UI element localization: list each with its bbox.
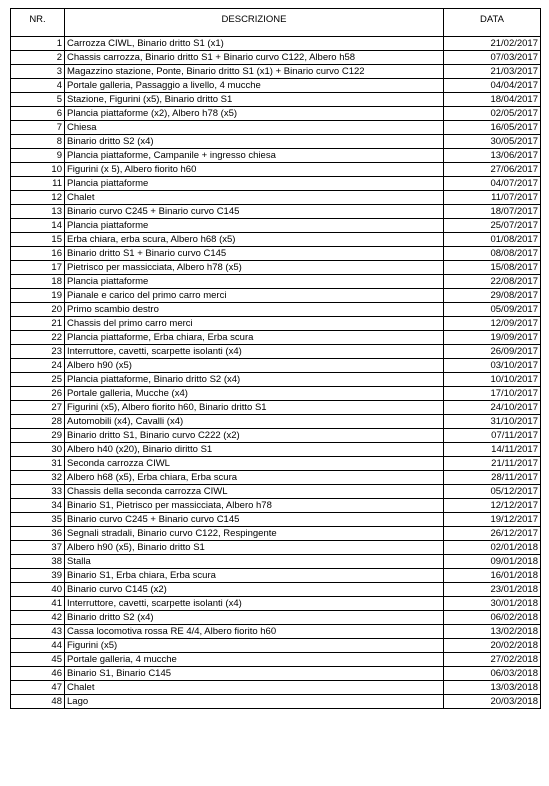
table-row: [11, 541, 541, 555]
table-row: [11, 667, 541, 681]
row-description: Segnali stradali, Binario curvo C122, Respingente: [65, 527, 444, 541]
row-date: 27/06/2017: [444, 163, 541, 177]
table-row: [11, 261, 541, 275]
table-row: [11, 121, 541, 135]
table-row: [11, 555, 541, 569]
table-row: [11, 485, 541, 499]
row-description: Plancia piattaforme (x2), Albero h78 (x5): [65, 107, 444, 121]
row-date: 21/03/2017: [444, 65, 541, 79]
row-date: 09/01/2018: [444, 555, 541, 569]
table-body: [11, 37, 541, 709]
row-description: Chassis carrozza, Binario dritto S1 + Binario curvo C122, Albero h58: [65, 51, 444, 65]
table-row: [11, 597, 541, 611]
table-row: [11, 191, 541, 205]
row-description: Plancia piattaforme, Binario dritto S2 (x4): [65, 373, 444, 387]
table-row: [11, 625, 541, 639]
row-description: Carrozza CIWL, Binario dritto S1 (x1): [65, 37, 444, 51]
row-description: Portale galleria, 4 mucche: [65, 653, 444, 667]
row-number: 39: [11, 569, 65, 583]
row-date: 10/10/2017: [444, 373, 541, 387]
row-date: 02/01/2018: [444, 541, 541, 555]
header-nr: NR.: [11, 9, 65, 37]
row-number: 36: [11, 527, 65, 541]
row-date: 19/09/2017: [444, 331, 541, 345]
row-description: Stazione, Figurini (x5), Binario dritto S1: [65, 93, 444, 107]
row-description: Chassis del primo carro merci: [65, 317, 444, 331]
row-description: Plancia piattaforme, Erba chiara, Erba scura: [65, 331, 444, 345]
row-number: 1: [11, 37, 65, 51]
row-description: Seconda carrozza CIWL: [65, 457, 444, 471]
row-description: Plancia piattaforme, Campanile + ingresso chiesa: [65, 149, 444, 163]
table-row: [11, 79, 541, 93]
row-date: 20/03/2018: [444, 695, 541, 709]
row-description: Automobili (x4), Cavalli (x4): [65, 415, 444, 429]
row-number: 44: [11, 639, 65, 653]
row-date: 06/03/2018: [444, 667, 541, 681]
row-date: 18/04/2017: [444, 93, 541, 107]
row-number: 9: [11, 149, 65, 163]
row-number: 26: [11, 387, 65, 401]
row-date: 07/03/2017: [444, 51, 541, 65]
row-number: 14: [11, 219, 65, 233]
row-number: 48: [11, 695, 65, 709]
row-description: Interruttore, cavetti, scarpette isolanti (x4): [65, 597, 444, 611]
row-number: 16: [11, 247, 65, 261]
row-date: 13/06/2017: [444, 149, 541, 163]
row-number: 8: [11, 135, 65, 149]
table-row: [11, 527, 541, 541]
row-date: 11/07/2017: [444, 191, 541, 205]
table-row: [11, 611, 541, 625]
row-date: 30/05/2017: [444, 135, 541, 149]
row-description: Primo scambio destro: [65, 303, 444, 317]
table-row: [11, 289, 541, 303]
row-number: 37: [11, 541, 65, 555]
row-date: 29/08/2017: [444, 289, 541, 303]
table-row: [11, 247, 541, 261]
header-date: DATA: [444, 9, 541, 37]
row-description: Chalet: [65, 191, 444, 205]
row-description: Albero h40 (x20), Binario diritto S1: [65, 443, 444, 457]
row-description: Portale galleria, Mucche (x4): [65, 387, 444, 401]
row-date: 03/10/2017: [444, 359, 541, 373]
header-description: DESCRIZIONE: [65, 9, 444, 37]
row-date: 06/02/2018: [444, 611, 541, 625]
table-row: [11, 275, 541, 289]
row-number: 32: [11, 471, 65, 485]
row-number: 13: [11, 205, 65, 219]
table-row: [11, 513, 541, 527]
table-row: [11, 93, 541, 107]
table-row: [11, 583, 541, 597]
header-row: [11, 9, 541, 37]
row-number: 25: [11, 373, 65, 387]
row-date: 12/09/2017: [444, 317, 541, 331]
row-description: Binario S1, Erba chiara, Erba scura: [65, 569, 444, 583]
row-date: 28/11/2017: [444, 471, 541, 485]
row-description: Binario curvo C245 + Binario curvo C145: [65, 205, 444, 219]
table-row: [11, 135, 541, 149]
row-number: 43: [11, 625, 65, 639]
row-date: 07/11/2017: [444, 429, 541, 443]
table-row: [11, 681, 541, 695]
row-date: 04/07/2017: [444, 177, 541, 191]
row-description: Figurini (x5), Albero fiorito h60, Binario dritto S1: [65, 401, 444, 415]
row-number: 2: [11, 51, 65, 65]
row-number: 11: [11, 177, 65, 191]
row-number: 45: [11, 653, 65, 667]
row-date: 22/08/2017: [444, 275, 541, 289]
table-row: [11, 331, 541, 345]
table-row: [11, 695, 541, 709]
row-description: Albero h90 (x5): [65, 359, 444, 373]
row-description: Binario dritto S2 (x4): [65, 611, 444, 625]
row-number: 10: [11, 163, 65, 177]
row-number: 5: [11, 93, 65, 107]
row-description: Plancia piattaforme: [65, 275, 444, 289]
row-date: 05/12/2017: [444, 485, 541, 499]
row-number: 6: [11, 107, 65, 121]
row-description: Interruttore, cavetti, scarpette isolanti (x4): [65, 345, 444, 359]
row-date: 02/05/2017: [444, 107, 541, 121]
row-number: 46: [11, 667, 65, 681]
row-date: 18/07/2017: [444, 205, 541, 219]
row-date: 08/08/2017: [444, 247, 541, 261]
row-description: Albero h90 (x5), Binario dritto S1: [65, 541, 444, 555]
table-row: [11, 415, 541, 429]
row-description: Binario curvo C145 (x2): [65, 583, 444, 597]
row-date: 19/12/2017: [444, 513, 541, 527]
row-description: Binario S1, Binario C145: [65, 667, 444, 681]
table-row: [11, 51, 541, 65]
table-row: [11, 359, 541, 373]
row-number: 40: [11, 583, 65, 597]
table-row: [11, 163, 541, 177]
row-description: Figurini (x5): [65, 639, 444, 653]
table-row: [11, 499, 541, 513]
row-description: Plancia piattaforme: [65, 219, 444, 233]
row-number: 38: [11, 555, 65, 569]
row-number: 33: [11, 485, 65, 499]
row-number: 22: [11, 331, 65, 345]
row-number: 3: [11, 65, 65, 79]
row-date: 16/01/2018: [444, 569, 541, 583]
row-number: 29: [11, 429, 65, 443]
row-date: 01/08/2017: [444, 233, 541, 247]
table-row: [11, 387, 541, 401]
row-date: 27/02/2018: [444, 653, 541, 667]
table-row: [11, 37, 541, 51]
row-description: Lago: [65, 695, 444, 709]
row-number: 47: [11, 681, 65, 695]
table-row: [11, 429, 541, 443]
row-date: 26/12/2017: [444, 527, 541, 541]
row-number: 24: [11, 359, 65, 373]
row-date: 25/07/2017: [444, 219, 541, 233]
table-row: [11, 107, 541, 121]
table-row: [11, 149, 541, 163]
row-date: 12/12/2017: [444, 499, 541, 513]
table-row: [11, 653, 541, 667]
row-date: 13/03/2018: [444, 681, 541, 695]
row-description: Binario dritto S2 (x4): [65, 135, 444, 149]
table-row: [11, 443, 541, 457]
row-number: 31: [11, 457, 65, 471]
table-row: [11, 177, 541, 191]
row-date: 20/02/2018: [444, 639, 541, 653]
row-date: 16/05/2017: [444, 121, 541, 135]
row-date: 14/11/2017: [444, 443, 541, 457]
row-number: 18: [11, 275, 65, 289]
row-number: 19: [11, 289, 65, 303]
row-date: 30/01/2018: [444, 597, 541, 611]
table-header: [11, 9, 541, 37]
row-date: 21/02/2017: [444, 37, 541, 51]
row-description: Chalet: [65, 681, 444, 695]
row-number: 4: [11, 79, 65, 93]
row-date: 31/10/2017: [444, 415, 541, 429]
row-number: 27: [11, 401, 65, 415]
row-description: Plancia piattaforme: [65, 177, 444, 191]
row-date: 13/02/2018: [444, 625, 541, 639]
row-description: Figurini (x 5), Albero fiorito h60: [65, 163, 444, 177]
row-date: 15/08/2017: [444, 261, 541, 275]
row-number: 28: [11, 415, 65, 429]
row-number: 20: [11, 303, 65, 317]
row-number: 12: [11, 191, 65, 205]
row-description: Binario dritto S1 + Binario curvo C145: [65, 247, 444, 261]
row-description: Cassa locomotiva rossa RE 4/4, Albero fiorito h60: [65, 625, 444, 639]
row-description: Binario dritto S1, Binario curvo C222 (x2): [65, 429, 444, 443]
row-description: Magazzino stazione, Ponte, Binario dritto S1 (x1) + Binario curvo C122: [65, 65, 444, 79]
row-date: 05/09/2017: [444, 303, 541, 317]
row-date: 04/04/2017: [444, 79, 541, 93]
table-row: [11, 639, 541, 653]
row-number: 7: [11, 121, 65, 135]
row-number: 41: [11, 597, 65, 611]
table-row: [11, 303, 541, 317]
row-date: 23/01/2018: [444, 583, 541, 597]
row-description: Binario curvo C245 + Binario curvo C145: [65, 513, 444, 527]
table-row: [11, 65, 541, 79]
row-description: Chiesa: [65, 121, 444, 135]
row-description: Erba chiara, erba scura, Albero h68 (x5): [65, 233, 444, 247]
row-number: 15: [11, 233, 65, 247]
row-description: Pietrisco per massicciata, Albero h78 (x5): [65, 261, 444, 275]
issues-table: [10, 8, 541, 709]
row-description: Stalla: [65, 555, 444, 569]
table-row: [11, 569, 541, 583]
row-description: Portale galleria, Passaggio a livello, 4 mucche: [65, 79, 444, 93]
table-row: [11, 373, 541, 387]
table-row: [11, 401, 541, 415]
row-description: Chassis della seconda carrozza CIWL: [65, 485, 444, 499]
row-number: 23: [11, 345, 65, 359]
table-row: [11, 457, 541, 471]
row-number: 30: [11, 443, 65, 457]
row-date: 24/10/2017: [444, 401, 541, 415]
table-row: [11, 219, 541, 233]
table-row: [11, 345, 541, 359]
row-description: Albero h68 (x5), Erba chiara, Erba scura: [65, 471, 444, 485]
table-row: [11, 205, 541, 219]
row-date: 26/09/2017: [444, 345, 541, 359]
row-number: 21: [11, 317, 65, 331]
row-number: 17: [11, 261, 65, 275]
row-number: 35: [11, 513, 65, 527]
row-description: Binario S1, Pietrisco per massicciata, Albero h78: [65, 499, 444, 513]
row-description: Pianale e carico del primo carro merci: [65, 289, 444, 303]
table-row: [11, 233, 541, 247]
row-number: 42: [11, 611, 65, 625]
row-date: 17/10/2017: [444, 387, 541, 401]
row-number: 34: [11, 499, 65, 513]
table-row: [11, 317, 541, 331]
table-row: [11, 471, 541, 485]
row-date: 21/11/2017: [444, 457, 541, 471]
